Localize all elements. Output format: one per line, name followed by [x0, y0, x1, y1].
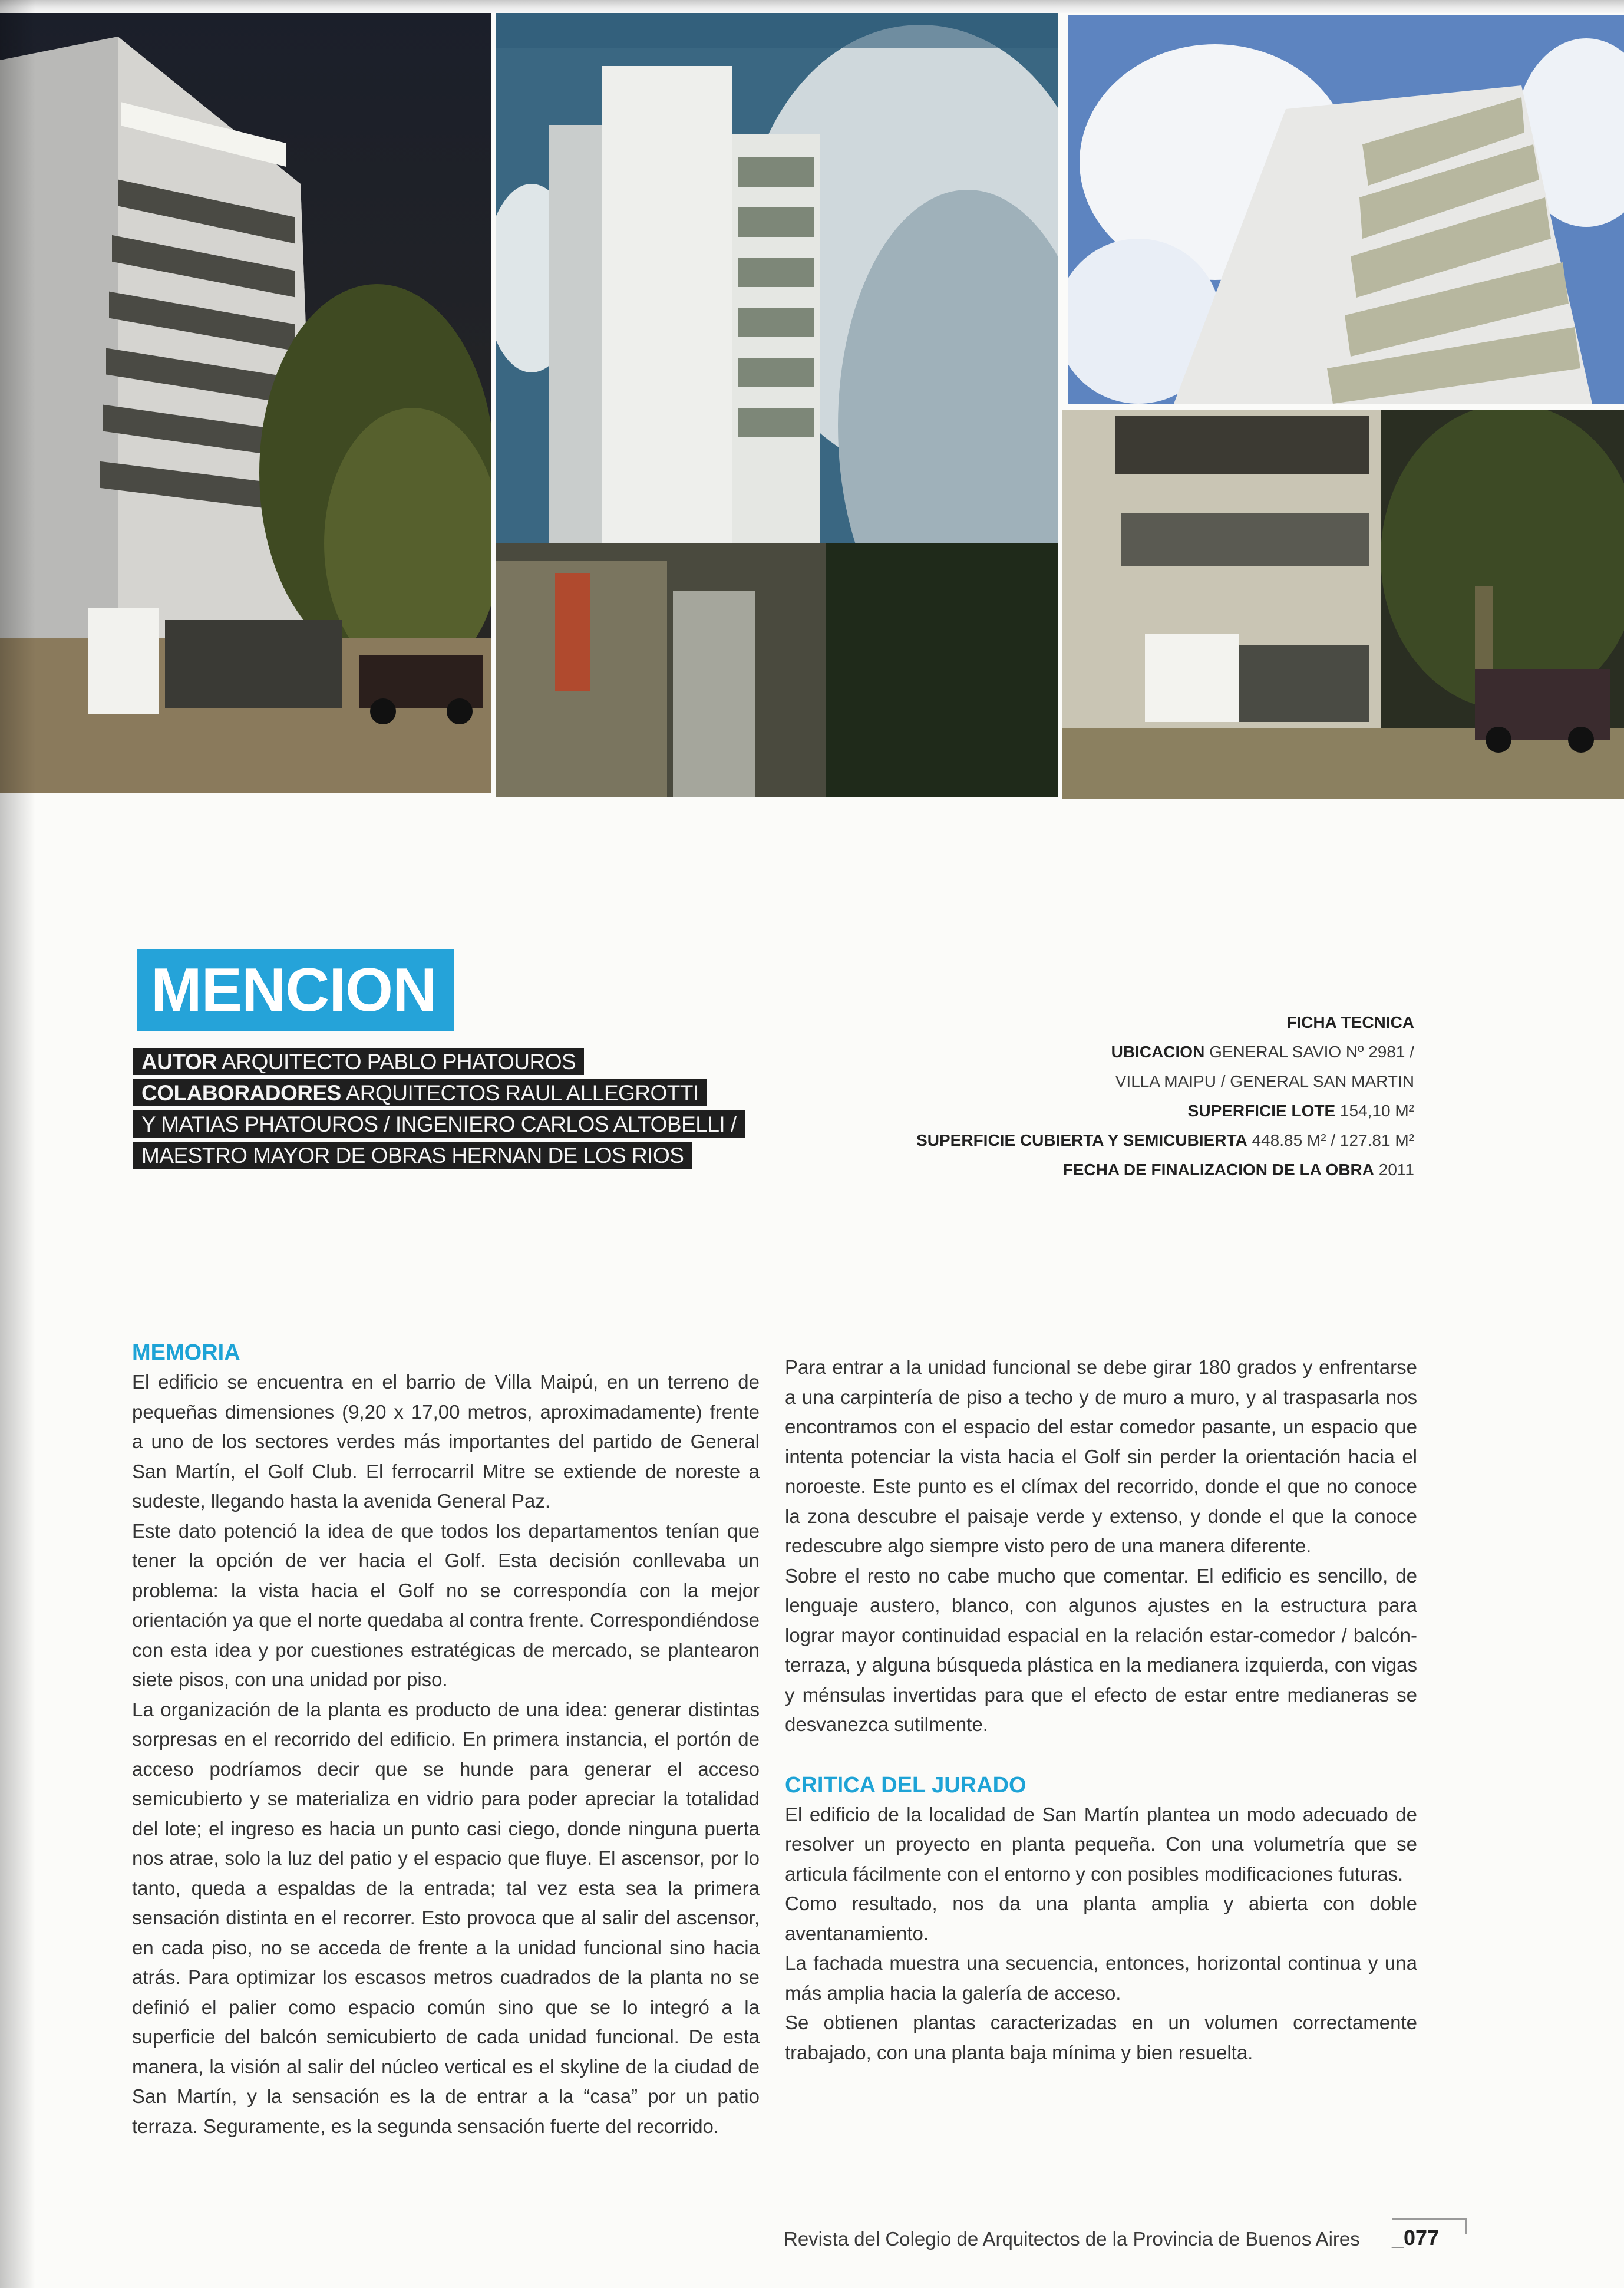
page-number-rule: [1392, 2218, 1467, 2220]
technical-sheet-row: [916, 1155, 1414, 1185]
right-column: [785, 1353, 1417, 2068]
critica-paragraph: Se obtienen plantas caracterizadas en un volumen correctamente trabajado, con una planta baja mínima y bien resuelta.: [785, 2012, 1417, 2063]
street-entrance-photo: [1062, 410, 1624, 799]
credits-block: [133, 1048, 745, 1173]
credit-label: COLABORADORES: [141, 1081, 341, 1105]
credit-line-collaborators-cont: [133, 1110, 745, 1138]
section-gap: [785, 1740, 1417, 1771]
row-label: SUPERFICIE CUBIERTA Y SEMICUBIERTA: [916, 1131, 1247, 1149]
credit-text: MAESTRO MAYOR DE OBRAS HERNAN DE LOS RIOS: [141, 1143, 684, 1168]
credit-text: ARQUITECTOS RAUL ALLEGROTTI: [341, 1081, 699, 1105]
credit-line-builder: [133, 1142, 692, 1169]
page-number: _077: [1392, 2226, 1440, 2250]
row-value: 154,10 M²: [1335, 1102, 1414, 1120]
memoria-paragraph: El edificio se encuentra en el barrio de Villa Maipú, en un terreno de pequeñas dimensiones (9,20 x 17,00 metros, aproximadamente) frente a uno de los sectores verdes más importantes del partido de General San Martín, el Golf Club. El ferrocarril Mitre se extiende de noreste a sudeste, llegando hasta la avenida General Paz.: [132, 1371, 760, 1512]
credit-text: ARQUITECTO PABLO PHATOUROS: [217, 1050, 576, 1074]
upward-view-photo: [1068, 15, 1624, 404]
critica-paragraph: El edificio de la localidad de San Martín plantea un modo adecuado de resolver un proyecto en planta pequeña. Con una volumetría que se articula fácilmente con el entorno y con posibles modificaciones futuras.: [785, 1803, 1417, 1885]
technical-sheet-row: [916, 1126, 1414, 1155]
memoria-column: [132, 1338, 760, 2141]
row-label: UBICACION: [1111, 1043, 1205, 1061]
critica-paragraph: La fachada muestra una secuencia, entonces, horizontal continua y una más amplia hacia la galería de acceso.: [785, 1952, 1417, 2004]
row-value: VILLA MAIPU / GENERAL SAN MARTIN: [1115, 1072, 1414, 1090]
technical-sheet-row: [916, 1067, 1414, 1096]
credit-line-collaborators: [133, 1079, 707, 1106]
technical-sheet-row: [916, 1096, 1414, 1126]
night-facade-photo: [0, 13, 491, 793]
critica-paragraph: Como resultado, nos da una planta amplia y abierta con doble aventanamiento.: [785, 1893, 1417, 1944]
technical-sheet: [916, 1008, 1414, 1185]
technical-sheet-title: FICHA TECNICA: [1286, 1013, 1414, 1031]
row-label: FECHA DE FINALIZACION DE LA OBRA: [1062, 1161, 1374, 1179]
credit-line-author: [133, 1048, 584, 1075]
page-top-shadow: [0, 0, 1624, 13]
credit-label: AUTOR: [141, 1050, 217, 1074]
row-label: SUPERFICIE LOTE: [1187, 1102, 1336, 1120]
memoria-paragraph: Para entrar a la unidad funcional se debe girar 180 grados y enfrentarse a una carpintería de piso a techo y de muro a muro, y al traspasarla nos encontramos con el espacio del estar comedor pasante, un espacio que intenta potenciar la vista hacia el Golf sin perder la orientación hacia el noroeste. Este punto es el clímax del recorrido, donde el que no conoce la zona descubre el paisaje verde y extenso, y donde el que la conoce redescubre algo siempre visto pero de una manera diferente.: [785, 1356, 1417, 1557]
memoria-title: MEMORIA: [132, 1340, 240, 1365]
critica-title: CRITICA DEL JURADO: [785, 1772, 1026, 1798]
award-badge: MENCION: [137, 949, 454, 1031]
credit-text: Y MATIAS PHATOUROS / INGENIERO CARLOS ALTOBELLI /: [141, 1112, 737, 1136]
memoria-paragraph: La organización de la planta es producto de una idea: generar distintas sorpresas en el recorrido del edificio. En primera instancia, el portón de acceso podríamos decir que se hunde para generar el acceso semicubierto y se materializa en vidrio para poder apreciar la totalidad del lote; el ingreso es hacia un punto casi ciego, donde ninguna puerta nos atrae, solo la luz del patio y el espacio que fluye. El ascensor, por lo tanto, queda a espaldas de la entrada; tal vez esta sea la primera sensación distinta en el recorrer. Esto provoca que al salir del ascensor, en cada piso, no se acceda de frente a la unidad funcional sino hacia atrás. Para optimizar los escasos metros cuadrados de la planta no se definió el palier como espacio común sino que se lo integró a la superficie del balcón semicubierto de cada unidad funcional. De esta manera, la visión al salir del núcleo vertical es el skyline de la ciudad de San Martín, y la sensación es la de entrar a la “casa” por un patio terraza. Seguramente, es la segunda sensación fuerte del recorrido.: [132, 1698, 760, 2137]
row-value: 448.85 M² / 127.81 M²: [1247, 1131, 1414, 1149]
technical-sheet-row: [916, 1037, 1414, 1067]
row-value: GENERAL SAVIO Nº 2981 /: [1204, 1043, 1414, 1061]
tower-sky-photo: [496, 13, 1058, 797]
row-value: 2011: [1374, 1161, 1414, 1179]
publication-name: Revista del Colegio de Arquitectos de la Provincia de Buenos Aires: [784, 2228, 1360, 2250]
memoria-paragraph: Este dato potenció la idea de que todos los departamentos tenían que tener la opción de ver hacia el Golf. Esta decisión conllevaba un problema: la vista hacia el Golf no se correspondía con la mejor orientación ya que el norte quedaba al contra frente. Correspondiéndose con esta idea y por cuestiones estratégicas de mercado, se plantearon siete pisos, con una unidad por piso.: [132, 1519, 760, 1690]
memoria-paragraph: Sobre el resto no cabe mucho que comentar. El edificio es sencillo, de lenguaje austero, blanco, con algunos ajustes en la estructura para lograr mayor continuidad espacial en la relación estar-comedor / balcón-terraza, y alguna búsqueda plástica en la medianera izquierda, con vigas y ménsulas invertidas para que el efecto de estar entre medianeras se desvanezca sutilmente.: [785, 1564, 1417, 1735]
